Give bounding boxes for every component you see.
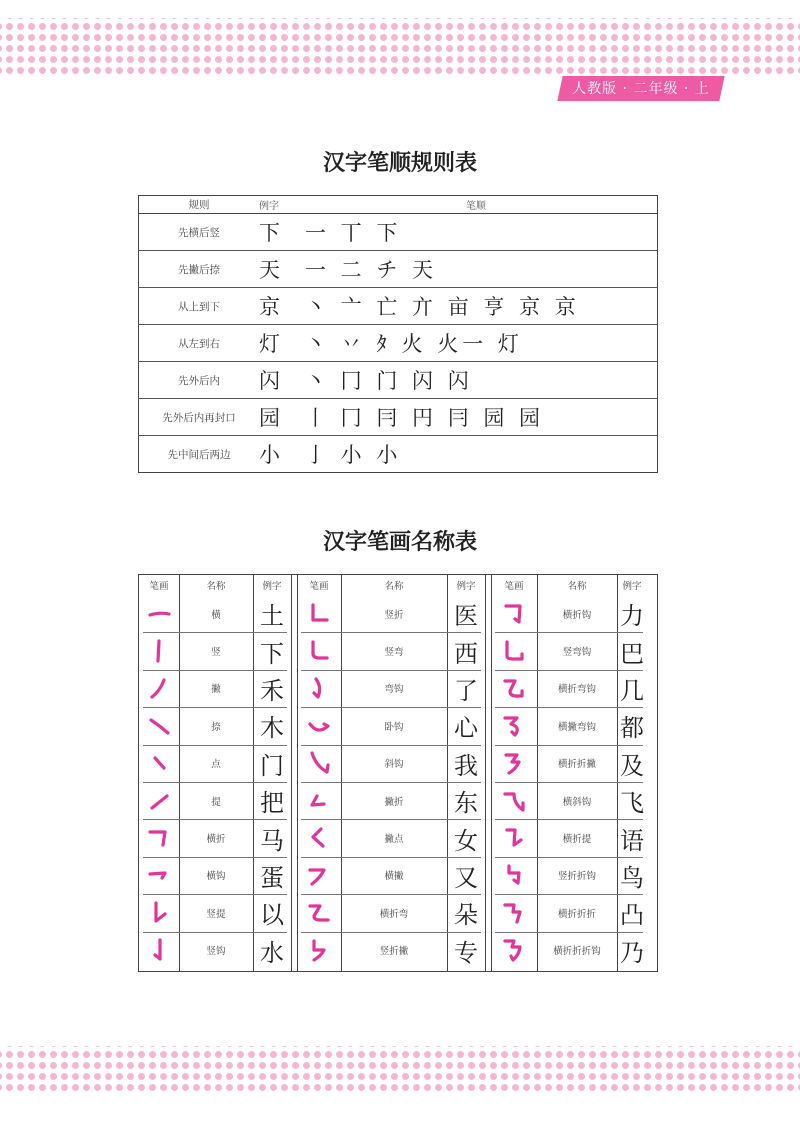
stroke-order-row: [139, 251, 658, 288]
example-char: 天: [259, 258, 280, 282]
example-cell: [253, 819, 291, 856]
decorative-dot-band-bottom: [0, 1046, 800, 1094]
stroke-order-row: [139, 214, 658, 251]
column-stroke: [491, 575, 537, 971]
stroke-cell: [491, 595, 537, 632]
row-divider: [143, 670, 287, 671]
example-char: 门: [260, 751, 284, 780]
stroke-cell: [491, 857, 537, 894]
dian-stroke-icon: [146, 750, 172, 776]
example-cell: [253, 894, 291, 931]
stroke-cell: [297, 632, 341, 669]
stroke-name-cell: [179, 894, 253, 931]
example-cell: [617, 819, 647, 856]
stroke-name: 横撇弯钩: [557, 721, 596, 733]
rule-label: 从上到下: [178, 300, 220, 313]
rule-label: 从左到右: [178, 337, 220, 350]
stroke-name: 横折弯: [379, 908, 409, 920]
example-cell: [253, 782, 291, 819]
header-example: 例字: [259, 201, 279, 212]
row-divider: [495, 857, 643, 858]
stroke-name: 竖弯钩: [562, 647, 592, 659]
example-cell: [447, 819, 485, 856]
stroke-name-cell: [537, 857, 617, 894]
row-divider: [301, 894, 481, 895]
stroke-name-cell: [179, 932, 253, 969]
stroke-name: 横钩: [206, 871, 226, 883]
hengpie-stroke-icon: [306, 862, 332, 888]
header-example: 例字: [622, 581, 642, 592]
header-stroke: 笔画: [309, 581, 329, 592]
row-divider: [301, 632, 481, 633]
stroke-name-cell: [537, 782, 617, 819]
example-char: 土: [260, 602, 284, 631]
row-divider: [301, 707, 481, 708]
example-char: 巴: [620, 639, 644, 668]
example-cell: [617, 894, 647, 931]
wangou-stroke-icon: [306, 675, 332, 701]
stroke-name: 撇折: [384, 796, 404, 808]
stroke-name-cell: [537, 745, 617, 782]
rule-label: 先撇后捺: [178, 263, 220, 276]
header-rule: 规则: [188, 199, 210, 211]
example-char: 东: [454, 789, 478, 818]
header-name: 名称: [567, 581, 587, 592]
example-cell: [617, 745, 647, 782]
stroke-name-cell: [341, 670, 447, 707]
shuzhepie-stroke-icon: [306, 937, 332, 963]
row-divider: [301, 932, 481, 933]
hengzhegou-stroke-icon: [501, 601, 527, 627]
stroke-group: [139, 575, 291, 971]
row-divider: [495, 745, 643, 746]
example-char: 京: [259, 295, 280, 319]
example-char: 我: [454, 751, 478, 780]
stroke-name-cell: [537, 670, 617, 707]
stroke-name: 撇: [211, 684, 221, 696]
rule-label: 先外后内再封口: [162, 411, 236, 424]
rule-label: 先外后内: [178, 374, 220, 387]
group-divider: [485, 575, 486, 971]
header-stroke: 笔画: [149, 581, 169, 592]
stroke-name-cell: [179, 707, 253, 744]
row-divider: [301, 670, 481, 671]
stroke-name-cell: [341, 857, 447, 894]
hengpiewangou-stroke-icon: [501, 713, 527, 739]
stroke-group: [491, 575, 647, 971]
stroke-cell: [139, 670, 179, 707]
stroke-name-cell: [341, 894, 447, 931]
stroke-cell: [491, 932, 537, 969]
stroke-name-cell: [179, 632, 253, 669]
group-divider: [291, 575, 292, 971]
stroke-name: 竖折折钩: [557, 871, 596, 883]
stroke-name-cell: [341, 782, 447, 819]
stroke-cell: [297, 707, 341, 744]
row-divider: [143, 894, 287, 895]
piedian-stroke-icon: [306, 825, 332, 851]
example-char: 木: [260, 714, 284, 743]
row-divider: [143, 707, 287, 708]
example-char: 医: [454, 602, 478, 631]
stroke-cell: [139, 707, 179, 744]
hengxiegou-stroke-icon: [501, 788, 527, 814]
example-char: 下: [259, 221, 280, 245]
row-divider: [143, 632, 287, 633]
stroke-sequence: 一 丅 下: [305, 221, 402, 245]
example-cell: [617, 782, 647, 819]
stroke-order-row: [139, 288, 658, 325]
hengzhewan-stroke-icon: [306, 900, 332, 926]
example-char: 蛋: [260, 863, 284, 892]
example-char: 把: [260, 789, 284, 818]
example-cell: [617, 857, 647, 894]
example-cell: [253, 670, 291, 707]
example-cell: [447, 707, 485, 744]
example-char: 及: [620, 751, 644, 780]
row-divider: [143, 857, 287, 858]
stroke-name: 竖折撇: [379, 946, 409, 958]
stroke-cell: [491, 782, 537, 819]
shuzhezhegou-stroke-icon: [501, 862, 527, 888]
example-cell: [253, 745, 291, 782]
row-divider: [143, 745, 287, 746]
example-cell: [253, 595, 291, 632]
stroke-name: 横斜钩: [562, 796, 592, 808]
stroke-name: 竖提: [206, 908, 226, 920]
pie-stroke-icon: [146, 675, 172, 701]
stroke-cell: [297, 819, 341, 856]
hengzheti-stroke-icon: [501, 825, 527, 851]
row-divider: [143, 932, 287, 933]
stroke-name-cell: [341, 595, 447, 632]
example-char: 几: [620, 676, 644, 705]
stroke-name-cell: [179, 857, 253, 894]
stroke-sequence: 丶 丷 ﾀ 火 火一 灯: [305, 332, 523, 356]
henggou-stroke-icon: [146, 862, 172, 888]
row-divider: [495, 782, 643, 783]
example-cell: [253, 857, 291, 894]
example-char: 女: [454, 826, 478, 855]
stroke-name: 卧钩: [384, 721, 404, 733]
stroke-name-cell: [341, 745, 447, 782]
example-cell: [617, 670, 647, 707]
stroke-order-header-row: [139, 196, 658, 214]
piezhe-stroke-icon: [306, 788, 332, 814]
stroke-sequence: 丶 冂 门 闪 闪: [305, 369, 473, 393]
example-cell: [617, 632, 647, 669]
stroke-name-cell: [179, 819, 253, 856]
row-divider: [301, 745, 481, 746]
shuwan-stroke-icon: [306, 638, 332, 664]
stroke-name: 提: [211, 796, 221, 808]
stroke-name: 横折弯钩: [557, 684, 596, 696]
hengzhezhezhe-stroke-icon: [501, 900, 527, 926]
stroke-cell: [297, 595, 341, 632]
stroke-cell: [297, 745, 341, 782]
example-char: 力: [620, 602, 644, 631]
column-example: [447, 575, 485, 971]
hengzhezhezhegou-stroke-icon: [501, 937, 527, 963]
example-char: 禾: [260, 676, 284, 705]
example-cell: [617, 707, 647, 744]
stroke-name: 横折提: [562, 834, 592, 846]
stroke-order-row: [139, 325, 658, 362]
example-char: 马: [260, 826, 284, 855]
stroke-name-cell: [537, 894, 617, 931]
row-divider: [143, 819, 287, 820]
hengzhe-stroke-icon: [146, 825, 172, 851]
header-name: 名称: [384, 581, 404, 592]
example-cell: [253, 632, 291, 669]
stroke-name: 横撇: [384, 871, 404, 883]
shuwangou-stroke-icon: [501, 638, 527, 664]
column-name: [179, 575, 253, 971]
stroke-cell: [297, 894, 341, 931]
heng-stroke-icon: [146, 601, 172, 627]
example-cell: [447, 670, 485, 707]
stroke-order-title: 汉字笔顺规则表: [322, 150, 477, 176]
stroke-sequence: 一 二 チ 天: [305, 258, 438, 282]
example-char: 西: [454, 639, 478, 668]
row-divider: [495, 707, 643, 708]
stroke-name-cell: [537, 819, 617, 856]
stroke-name-cell: [341, 819, 447, 856]
column-name: [341, 575, 447, 971]
ti-stroke-icon: [146, 788, 172, 814]
hengzhezhepie-stroke-icon: [501, 750, 527, 776]
example-char: 心: [454, 714, 478, 743]
stroke-cell: [491, 745, 537, 782]
stroke-name: 竖弯: [384, 647, 404, 659]
example-cell: [253, 932, 291, 969]
example-cell: [253, 707, 291, 744]
example-char: 小: [259, 443, 280, 467]
column-stroke: [139, 575, 179, 971]
column-example: [617, 575, 647, 971]
stroke-name-table: [138, 574, 658, 972]
na-stroke-icon: [146, 713, 172, 739]
stroke-cell: [139, 857, 179, 894]
stroke-name: 斜钩: [384, 759, 404, 771]
stroke-name: 横折折折钩: [553, 946, 601, 958]
row-divider: [495, 932, 643, 933]
stroke-name-cell: [341, 932, 447, 969]
stroke-name-cell: [341, 632, 447, 669]
example-char: 飞: [620, 789, 644, 818]
example-char: 灯: [259, 332, 280, 356]
stroke-name-cell: [537, 707, 617, 744]
stroke-cell: [491, 632, 537, 669]
stroke-cell: [139, 819, 179, 856]
row-divider: [301, 782, 481, 783]
example-char: 园: [259, 406, 280, 430]
row-divider: [301, 857, 481, 858]
example-cell: [447, 595, 485, 632]
example-char: 专: [454, 938, 478, 967]
stroke-name: 横折折撇: [557, 759, 596, 771]
column-example: [253, 575, 291, 971]
stroke-cell: [297, 782, 341, 819]
example-char: 以: [260, 901, 284, 930]
shuzhe-stroke-icon: [306, 601, 332, 627]
header-example: 例字: [456, 581, 476, 592]
stroke-name-cell: [179, 670, 253, 707]
row-divider: [143, 782, 287, 783]
stroke-cell: [139, 782, 179, 819]
header-example: 例字: [262, 581, 282, 592]
stroke-name-cell: [537, 632, 617, 669]
stroke-name: 弯钩: [384, 684, 404, 696]
stroke-cell: [297, 670, 341, 707]
wogou-stroke-icon: [306, 713, 332, 739]
stroke-cell: [139, 632, 179, 669]
stroke-name-title: 汉字笔画名称表: [322, 529, 477, 555]
rule-label: 先横后竖: [178, 226, 220, 239]
example-char: 水: [260, 938, 284, 967]
stroke-cell: [139, 595, 179, 632]
stroke-cell: [139, 745, 179, 782]
stroke-name: 竖: [211, 647, 221, 659]
row-divider: [495, 632, 643, 633]
example-char: 了: [454, 676, 478, 705]
row-divider: [495, 819, 643, 820]
example-char: 都: [620, 714, 644, 743]
example-cell: [447, 745, 485, 782]
stroke-name: 横折钩: [562, 609, 592, 621]
example-char: 乃: [620, 938, 644, 967]
hengzhewangou-stroke-icon: [501, 675, 527, 701]
header-steps: 笔顺: [466, 201, 486, 212]
stroke-sequence: 丨 冂 冃 円 冃 园 园: [305, 406, 545, 430]
stroke-name: 横折: [206, 834, 226, 846]
stroke-sequence: 丶 亠 亡 亣 亩 亨 京 京: [305, 295, 580, 319]
column-name: [537, 575, 617, 971]
column-stroke: [297, 575, 341, 971]
row-divider: [495, 670, 643, 671]
example-char: 朵: [454, 901, 478, 930]
example-cell: [447, 782, 485, 819]
stroke-cell: [491, 819, 537, 856]
example-cell: [447, 632, 485, 669]
stroke-name: 竖折: [384, 609, 404, 621]
stroke-cell: [297, 857, 341, 894]
header-stroke: 笔画: [504, 581, 524, 592]
edition-tag: 人教版 · 二年级 · 上: [558, 76, 725, 101]
example-cell: [447, 932, 485, 969]
stroke-sequence: 亅 小 小: [305, 443, 402, 467]
example-char: 鸟: [620, 863, 644, 892]
stroke-order-row: [139, 399, 658, 436]
example-cell: [617, 595, 647, 632]
stroke-group: [297, 575, 485, 971]
rule-label: 先中间后两边: [167, 448, 231, 461]
example-cell: [447, 857, 485, 894]
stroke-cell: [491, 707, 537, 744]
stroke-name: 撇点: [384, 834, 404, 846]
example-char: 语: [620, 826, 644, 855]
stroke-cell: [491, 670, 537, 707]
example-char: 又: [454, 863, 478, 892]
stroke-order-row: [139, 362, 658, 399]
stroke-name: 横: [211, 609, 221, 621]
example-char: 凸: [620, 901, 644, 930]
shuti-stroke-icon: [146, 900, 172, 926]
shugou-stroke-icon: [146, 937, 172, 963]
stroke-name: 横折折折: [557, 908, 596, 920]
example-cell: [617, 932, 647, 969]
header-name: 名称: [206, 581, 226, 592]
stroke-cell: [491, 894, 537, 931]
stroke-order-row: [139, 436, 658, 473]
stroke-name-cell: [179, 595, 253, 632]
stroke-cell: [139, 932, 179, 969]
row-divider: [495, 894, 643, 895]
stroke-name: 竖钩: [206, 946, 226, 958]
example-char: 下: [260, 639, 284, 668]
decorative-dot-band-top: [0, 18, 800, 74]
stroke-name: 捺: [211, 721, 221, 733]
stroke-name: 点: [211, 759, 221, 771]
stroke-cell: [139, 894, 179, 931]
stroke-name-cell: [341, 707, 447, 744]
stroke-order-table: [138, 195, 658, 473]
stroke-name-cell: [537, 932, 617, 969]
stroke-name-cell: [537, 595, 617, 632]
xiegou-stroke-icon: [306, 750, 332, 776]
example-char: 闪: [259, 369, 280, 393]
stroke-cell: [297, 932, 341, 969]
stroke-name-cell: [179, 782, 253, 819]
example-cell: [447, 894, 485, 931]
stroke-name-cell: [179, 745, 253, 782]
shu-stroke-icon: [146, 638, 172, 664]
row-divider: [301, 819, 481, 820]
